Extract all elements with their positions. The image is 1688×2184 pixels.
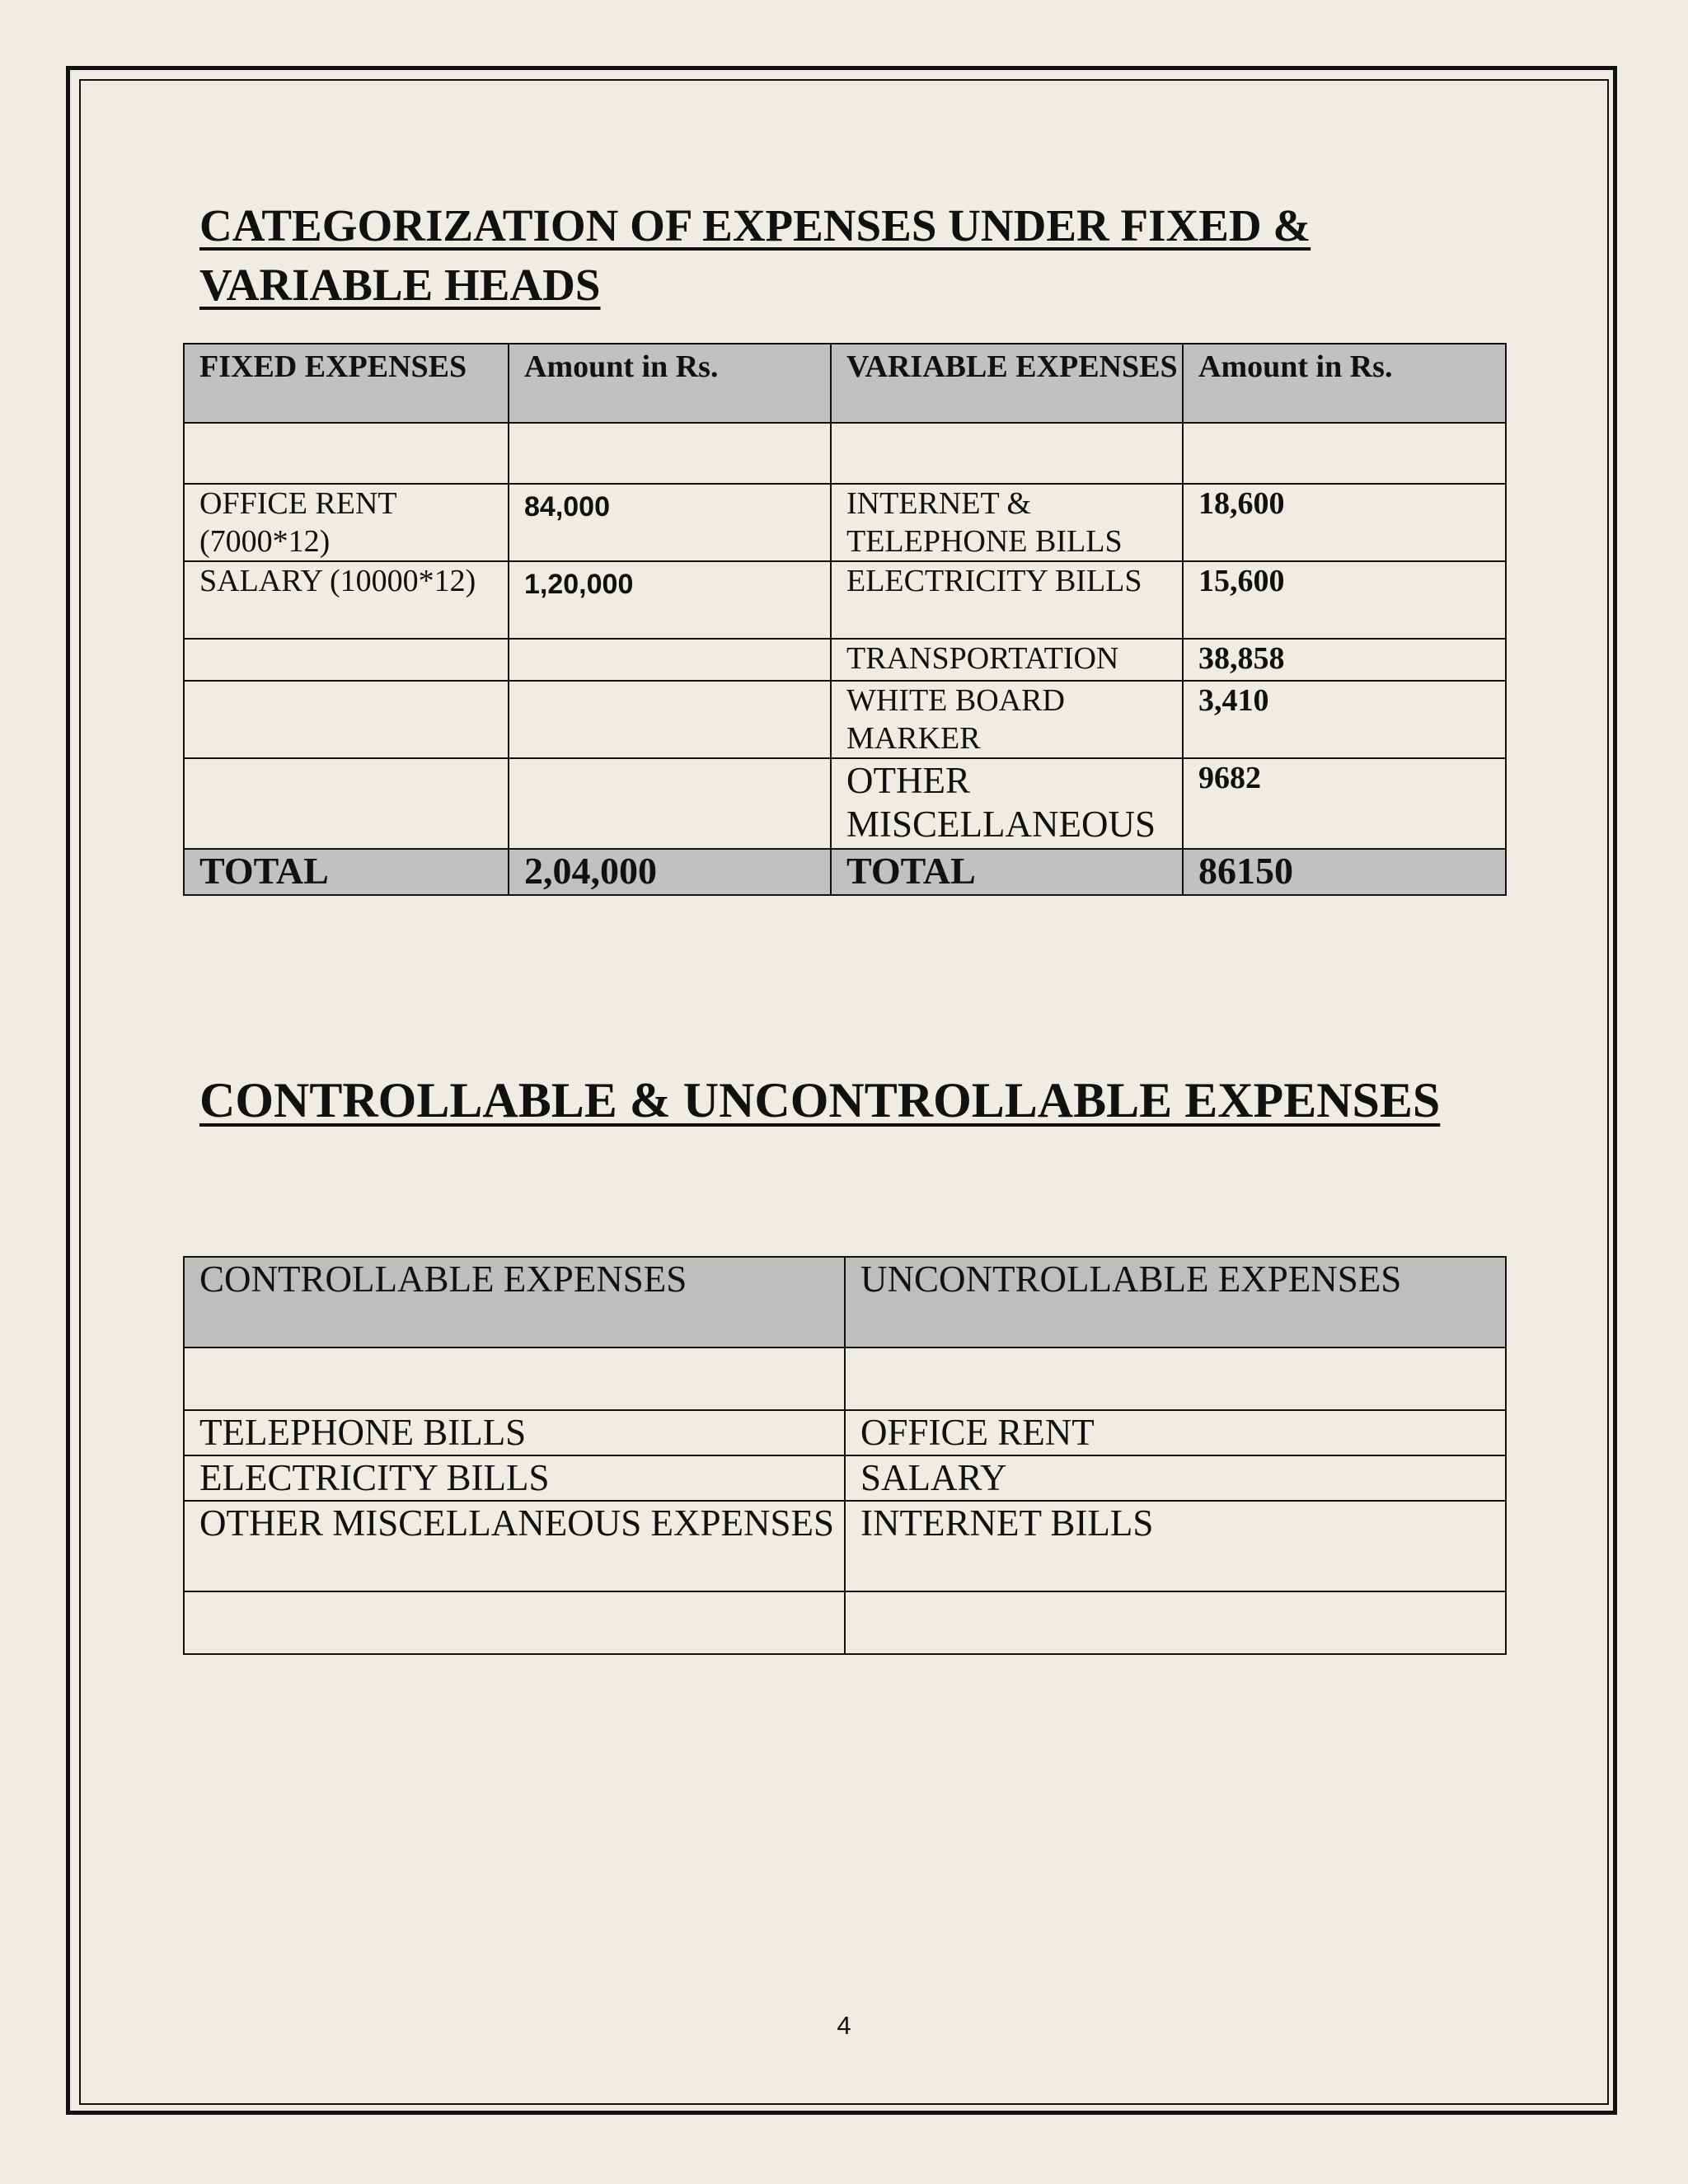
table-cell <box>845 1591 1506 1654</box>
table-cell <box>509 423 831 484</box>
controllable-item: OTHER MISCELLANEOUS EXPENSES <box>184 1501 845 1591</box>
fixed-total-amount: 2,04,000 <box>509 849 831 895</box>
variable-expense-amount: 18,600 <box>1183 484 1506 561</box>
variable-expense-name: TRANSPORTATION <box>831 639 1183 681</box>
table-cell <box>184 1591 845 1654</box>
table-row <box>184 758 1506 849</box>
fixed-expense-amount <box>509 639 831 681</box>
table-row-blank <box>184 1347 1506 1410</box>
fixed-expense-amount <box>509 681 831 758</box>
header-variable-expenses: VARIABLE EXPENSES <box>831 344 1183 423</box>
fixed-expense-name <box>184 639 509 681</box>
controllable-expenses-table <box>183 1256 1507 1655</box>
variable-expense-name: OTHER MISCELLANEOUS <box>831 758 1183 849</box>
variable-expense-amount: 9682 <box>1183 758 1506 849</box>
variable-total-label: TOTAL <box>831 849 1183 895</box>
table-row-blank <box>184 1591 1506 1654</box>
table-row <box>184 681 1506 758</box>
table-cell <box>1183 423 1506 484</box>
table-cell <box>184 1347 845 1410</box>
fixed-variable-expenses-table <box>183 343 1507 896</box>
controllable-item: TELEPHONE BILLS <box>184 1410 845 1455</box>
fixed-expense-name <box>184 758 509 849</box>
controllable-item: ELECTRICITY BILLS <box>184 1455 845 1501</box>
table-cell <box>184 423 509 484</box>
uncontrollable-item: INTERNET BILLS <box>845 1501 1506 1591</box>
controllable-uncontrollable-heading: CONTROLLABLE & UNCONTROLLABLE EXPENSES <box>199 1073 1441 1127</box>
variable-total-amount: 86150 <box>1183 849 1506 895</box>
fixed-expense-amount <box>509 758 831 849</box>
table-row <box>184 1410 1506 1455</box>
page-number: 4 <box>837 2011 851 2040</box>
table-row <box>184 1501 1506 1591</box>
table-cell <box>845 1347 1506 1410</box>
variable-expense-amount: 38,858 <box>1183 639 1506 681</box>
variable-expense-name: ELECTRICITY BILLS <box>831 561 1183 639</box>
table-header-row <box>184 1257 1506 1347</box>
fixed-expense-amount: 84,000 <box>509 484 831 561</box>
variable-expense-name: WHITE BOARD MARKER <box>831 681 1183 758</box>
header-controllable: CONTROLLABLE EXPENSES <box>184 1257 845 1347</box>
fixed-expense-name <box>184 681 509 758</box>
table-row <box>184 561 1506 639</box>
uncontrollable-item: OFFICE RENT <box>845 1410 1506 1455</box>
header-fixed-expenses: FIXED EXPENSES <box>184 344 509 423</box>
fixed-expense-name: OFFICE RENT (7000*12) <box>184 484 509 561</box>
table-row <box>184 1455 1506 1501</box>
table-row <box>184 484 1506 561</box>
table-row <box>184 639 1506 681</box>
variable-expense-name: INTERNET & TELEPHONE BILLS <box>831 484 1183 561</box>
variable-expense-amount: 3,410 <box>1183 681 1506 758</box>
header-uncontrollable: UNCONTROLLABLE EXPENSES <box>845 1257 1506 1347</box>
table-cell <box>831 423 1183 484</box>
header-fixed-amount: Amount in Rs. <box>509 344 831 423</box>
uncontrollable-item: SALARY <box>845 1455 1506 1501</box>
fixed-expense-name: SALARY (10000*12) <box>184 561 509 639</box>
variable-expense-amount: 15,600 <box>1183 561 1506 639</box>
table-header-row <box>184 344 1506 423</box>
fixed-expense-amount: 1,20,000 <box>509 561 831 639</box>
table-total-row <box>184 849 1506 895</box>
fixed-total-label: TOTAL <box>184 849 509 895</box>
fixed-variable-heading: CATEGORIZATION OF EXPENSES UNDER FIXED & VARIABLE HEADS <box>199 200 1311 310</box>
table-row-blank <box>184 423 1506 484</box>
header-variable-amount: Amount in Rs. <box>1183 344 1506 423</box>
